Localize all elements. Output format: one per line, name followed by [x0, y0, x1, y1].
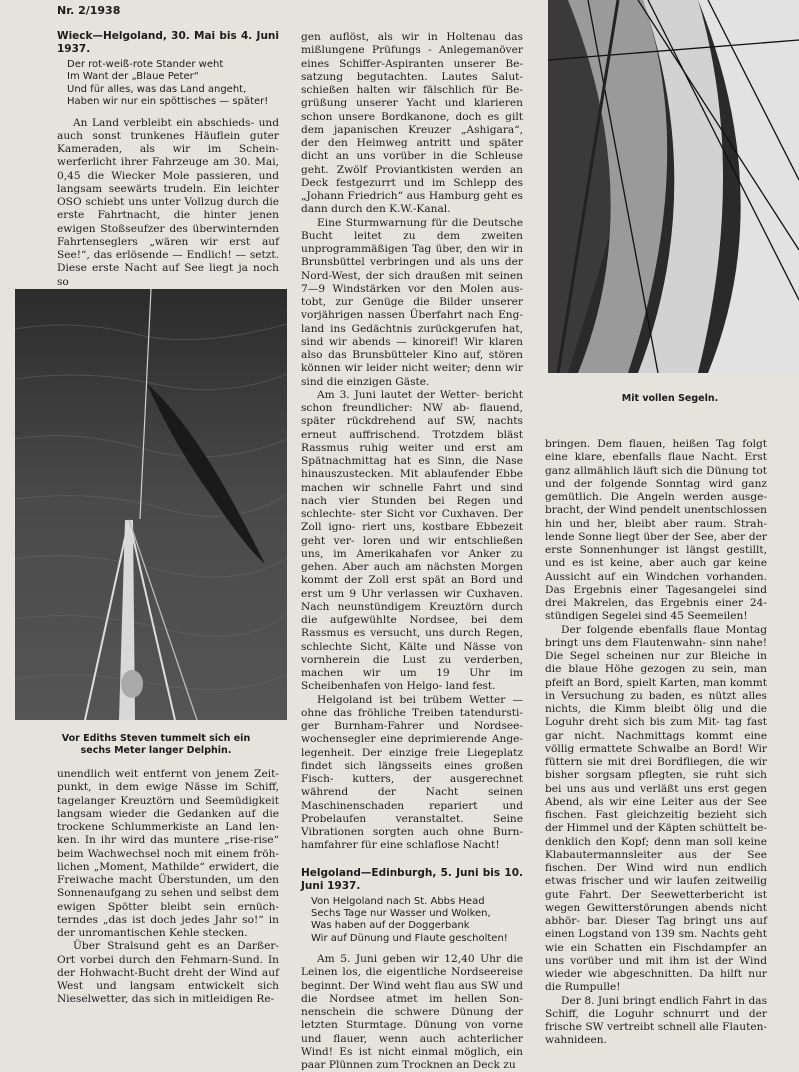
verse-1: [67, 59, 279, 109]
section-heading-2: Helgoland—Edinburgh, 5. Juni bis 10. Juni 1937.: [301, 866, 523, 892]
sails-photo: [548, 0, 799, 373]
paragraph: unendlich weit entfernt von jenem Zeit- punkt, in dem ewige Nässe im Schiff, tagelanger Kreuztörn und Seemüdigkeit langsam wieder die Gedanken auf die trockene Schlummerkiste an Land len- ken. In ihr wird das muntere „rise-rise“ beim Wachwechsel noch mit einem fröh- lichen „Moment, Mathilde“ erwidert, die Freiwache macht Überstunden, um den Sonnenaufgang zu sehen und selbst dem ewigen Spötter bleibt sein ernüch- terndes „das ist doch jedes Jahr so!“ in der unromantischen Kehle stecken.: [57, 768, 279, 939]
column-3: [545, 438, 767, 1048]
verse-line: Sechs Tage nur Wasser und Wolken,: [311, 907, 491, 919]
paragraph: bringen. Dem flauen, heißen Tag folgt eine klare, ebenfalls flaue Nacht. Erst ganz allmählich läuft sich die Dünung tot und der folgende Sonntag wird ganz gemütlich. Die Angeln werden ausge- bracht, der Wind pendelt unentschlossen hin und her, bleibt aber raum. Strah- lende Sonne liegt über der See, aber der erste Sonnenhunger ist längst gestillt, und es ist keine, aber auch gar keine Aussicht auf ein Windchen vorhanden. Das Ergebnis einer Tagesangelei sind drei Makrelen, das Ergebnis einer 24- stündigen Segelei sind 45 Seemeilen!: [545, 438, 767, 623]
dolphin-photo: [15, 289, 287, 720]
column-1-top: [57, 30, 279, 289]
verse-line: Und für alles, was das Land angeht,: [67, 83, 247, 95]
paragraph: Der 8. Juni bringt endlich Fahrt in das Schiff, die Loguhr schnurrt und der frische SW vertreibt schnell alle Flauten- wahnideen.: [545, 994, 767, 1047]
caption-dolphin: Vor Ediths Steven tummelt sich ein sechs Meter langer Delphin.: [61, 733, 251, 756]
verse-line: Der rot-weiß-rote Stander weht: [67, 59, 224, 70]
paragraph: Am 3. Juni lautet der Wetter- bericht schon freundlicher: NW ab- flauend, später rückdrehend auf SW, nachts erneut auffrischend. Trotzdem bläst Rassmus ruhig weiter und erst am Spätnachmittag hat es Sinn, die Nase hinauszustecken. Mit ablaufender Ebbe machen wir schnelle Fahrt und sind nach vier Stunden bei Regen und schlechte- ster Sicht vor Cuxhaven. Der Zoll igno- riert uns, kostbare Ebbezeit geht ver- loren und wir entschließen uns, im Amerikahafen vor Anker zu gehen. Aber auch am nächsten Morgen kommt der Zoll erst spät an Bord und erst um 9 Uhr verlassen wir Cuxhaven. Nach neunstündigem Kreuztörn durch die aufgewühlte Nordsee, bei dem Rassmus es versucht, uns durch Regen, schlechte Sicht, Kälte und Nässe von vornherein die Lust zu verderben, machen wir um 19 Uhr im Scheibenhafen von Helgo- land fest.: [301, 388, 523, 693]
paragraph: Der folgende ebenfalls flaue Montag bringt uns dem Flautenwahn- sinn nahe! Die Segel scheinen nur zur Bleiche in die blaue Höhe gezogen zu sein, man pfeift an Bord, spielt Karten, man kommt in Versuchung zu baden, es nützt alles nichts, die Kimm bleibt ölig und die Loguhr dreht sich bis zum Mit- tag fast gar nicht. Nachmittags kommt eine völlig ermattete Schwalbe an Bord! Wir füttern sie mit drei Bordfliegen, die wir bisher sorgsam pflegten, sie ruht sich bei uns aus und verläßt uns erst gegen Abend, als wir eine Leiter aus der See fischen. Fast gleichzeitig bezieht sich der Himmel und der Käpten schüttelt be- denklich den Kopf; denn man soll keine Klabautermannsleiter aus der See fischen. Der Wind wird nun endlich etwas frischer und wir laufen zeitweilig gute Fahrt. Der Seewetterbericht ist wegen Gewitterstörungen abends nicht abhör- bar. Dieser Tag bringt uns auf einen Logstand von 139 sm. Nachts geht wie ein Schatten ein Fischdampfer an uns vorüber und mit ihm ist der Wind wieder wie abgeschnitten. Da hilft nur die Rumpulle!: [545, 623, 767, 994]
verse-line: Wir auf Dünung und Flaute gescholten!: [311, 932, 508, 944]
section-heading-1: Wieck—Helgoland, 30. Mai bis 4. Juni 1937.: [57, 30, 279, 55]
verse-2: [311, 896, 523, 946]
verse-line: Was haben auf der Doggerbank: [311, 920, 470, 932]
column-2: [301, 31, 523, 1072]
verse-line: Haben wir nur ein spöttisches — später!: [67, 96, 269, 108]
verse-line: Von Helgoland nach St. Abbs Head: [311, 895, 485, 907]
paragraph: Am 5. Juni geben wir 12,40 Uhr die Leinen los, die eigentliche Nordseereise beginnt. Der Wind weht flau aus SW und die Nordsee atmet im hellen Son- nenschein die schwere Dünung der letzten Sturmtage. Dünung von vorne und flauer, wenn auch achterlicher Wind! Es ist nicht einmal möglich, ein paar Plünnen zum Trocknen an Deck zu: [301, 953, 523, 1072]
issue-number: Nr. 2/1938: [57, 4, 121, 17]
verse-line: Im Want der „Blaue Peter“: [67, 71, 199, 83]
caption-sails: Mit vollen Segeln.: [621, 393, 719, 404]
column-1-bottom: [57, 768, 279, 1007]
paragraph: An Land verbleibt ein abschieds- und auch sonst trunkenes Häuflein guter Kameraden, als wir im Schein- werferlicht ihrer Fahrzeuge am 30. Mai, 0,45 die Wiecker Mole passieren, und langsam seewärts trudeln. Ein leichter OSO schiebt uns unter Vollzug durch die erste Fahrtnacht, die hinter jenen ewigen Stoßseufzer des überwinternden Fahrtenseglers „wären wir erst auf See!“, das erlösende — Endlich! — setzt. Diese erste Nacht auf See liegt ja noch so: [57, 116, 279, 288]
paragraph: Eine Sturmwarnung für die Deutsche Bucht leitet zu dem zweiten unprogrammäßigen Tag über, den wir in Brunsbüttel verbringen und als uns der Nord-West, der sich draußen mit seinen 7—9 Windstärken vor den Molen aus- tobt, zur Genüge die Bilder unserer vorjährigen nassen Überfahrt nach Eng- land ins Gedächtnis zurückgerufen hat, sind wir abends — kinoreif! Wir klaren also das Brunsbütteler Kino auf, stören können wir leider nicht weiter; denn wir sind die einzigen Gäste.: [301, 216, 523, 388]
paragraph: gen auflöst, als wir in Holtenau das mißlungene Prüfungs - Anlegemanöver eines Schiffer-Aspiranten unserer Be- satzung begutachten. Lautes Salut- schießen halten wir fälschlich für Be- grüßung unserer Yacht und klarieren schon unsere Bordkanone, doch es gilt dem japanischen Kreuzer „Ashigara“, der den Heimweg antritt und später dicht an uns vorüber in die Schleuse geht. Zwölf Proviantkisten werden an Deck festgezurrt und im Schlepp des „Johann Friedrich“ aus Hamburg geht es dann durch den K.W.-Kanal.: [301, 31, 523, 216]
paragraph: Über Stralsund geht es an Darßer- Ort vorbei durch den Fehmarn-Sund. In der Hohwacht-Bucht dreht der Wind auf West und langsam entwickelt sich Nieselwetter, das sich in mitleidigen Re-: [57, 940, 279, 1006]
paragraph: Helgoland ist bei trübem Wetter — ohne das fröhliche Treiben tatendursti- ger Burnham-Fahrer und Nordsee- wochensegler eine deprimierende Ange- legenheit. Der einzige freie Liegeplatz findet sich längsseits eines großen Fisch- kutters, der ausgerechnet während der Nacht seinen Maschinenschaden repariert und Probelaufen veranstaltet. Seine Vibrationen sorgten auch ohne Burn- hamfahrer für eine schlaflose Nacht!: [301, 693, 523, 852]
